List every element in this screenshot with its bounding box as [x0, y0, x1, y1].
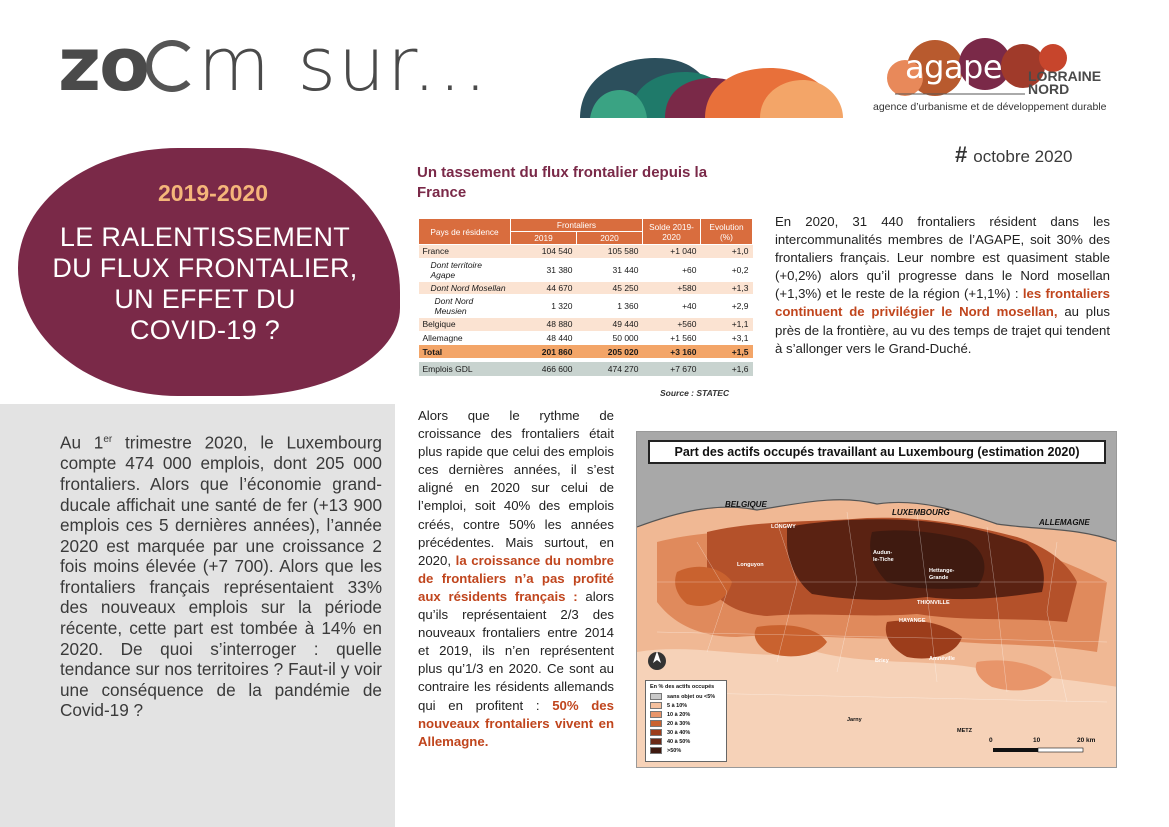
cell-label: Belgique [419, 318, 511, 332]
country-label-luxembourg: LUXEMBOURG [892, 508, 950, 517]
cell-2019: 1 320 [511, 295, 577, 318]
town-jarny: Jarny [847, 717, 862, 723]
title-line3: UN EFFET DU [114, 284, 296, 314]
intro-sup: er [103, 434, 113, 445]
middle-text-a: Alors que le rythme de croissance des frontaliers était plus rapide que celui des emplois ces dernières années, il s’est aligné en 2020 sur celui de l’emploi, soit 40% des emplois créés, contre 50% les années précédentes. Mais surtout, en 2020, [418, 408, 614, 568]
legend-swatch [650, 747, 662, 754]
cell-evo: +0,2 [701, 258, 753, 281]
middle-highlight-1: la croissance du nombre de frontaliers n’a pas profité aux résidents français : [418, 552, 614, 604]
cell-2020: 49 440 [577, 318, 643, 332]
cell-2019: 48 440 [511, 331, 577, 345]
town-metz: METZ [957, 728, 972, 734]
north-arrow-icon [647, 647, 667, 671]
th-evolution: Evolution (%) [701, 219, 753, 245]
decorative-blobs-icon [575, 50, 847, 118]
title-line1: LE RALENTISSEMENT [59, 222, 351, 252]
cell-label: France [419, 245, 511, 259]
intro-paragraph [60, 430, 382, 721]
cell-solde: +40 [643, 295, 701, 318]
legend-item [650, 728, 722, 737]
cell-2020: 205 020 [577, 345, 643, 359]
town-hayange: HAYANGE [899, 618, 926, 624]
logo-zo: zo [58, 22, 148, 108]
legend-swatch [650, 738, 662, 745]
right-highlight: les frontaliers continuent de privilégier le Nord mosellan, [775, 286, 1110, 320]
table-row [419, 281, 753, 295]
zoom-sur-logo [58, 22, 490, 108]
table-row-gdl [419, 362, 753, 376]
legend-label: 20 à 30% [667, 720, 691, 727]
cell-2020: 105 580 [577, 245, 643, 259]
title-line2: DU FLUX FRONTALIER, [52, 253, 358, 283]
cell-solde: +1 040 [643, 245, 701, 259]
issue-date-text: octobre 2020 [973, 147, 1073, 166]
town-thionville: THIONVILLE [917, 600, 950, 606]
agape-region-line1: LORRAINE [1028, 68, 1102, 84]
town-longwy: LONGWY [771, 524, 796, 530]
th-solde: Solde 2019-2020 [643, 219, 701, 245]
cell-evo: +1,0 [701, 245, 753, 259]
cell-2019: 31 380 [511, 258, 577, 281]
legend-swatch [650, 720, 662, 727]
cell-2020: 50 000 [577, 331, 643, 345]
legend-title: En % des actifs occupés [650, 684, 715, 690]
middle-paragraph [418, 407, 614, 751]
table-row [419, 331, 753, 345]
cell-evo: +2,9 [701, 295, 753, 318]
legend-label: sans objet ou <5% [667, 693, 716, 700]
cell-label: Dont Nord Meusien [419, 295, 511, 318]
cell-solde: +60 [643, 258, 701, 281]
agape-wordmark: agape [905, 48, 1003, 86]
cell-solde: +3 160 [643, 345, 701, 359]
town-amneville: Amnéville [929, 656, 955, 662]
legend-item [650, 701, 722, 710]
scale-0: 0 [989, 737, 993, 744]
cell-2019: 104 540 [511, 245, 577, 259]
logo-after-ring: m sur... [197, 22, 490, 108]
legend-swatch [650, 711, 662, 718]
town-longuyon: Longuyon [737, 562, 764, 568]
hash-icon: # [955, 142, 968, 167]
cell-2019: 44 670 [511, 281, 577, 295]
table-body [419, 245, 753, 377]
cell-label: Emplois GDL [419, 362, 511, 376]
cell-2020: 1 360 [577, 295, 643, 318]
legend-label: 5 à 10% [667, 702, 688, 709]
legend-swatch [650, 729, 662, 736]
logo-ring-icon [146, 40, 198, 92]
cell-solde: +1 560 [643, 331, 701, 345]
table-row [419, 245, 753, 259]
right-paragraph [775, 213, 1110, 358]
cell-evo: +3,1 [701, 331, 753, 345]
intro-text-b: trimestre 2020, le Luxembourg compte 474 000 emplois, dont 205 000 frontaliers. Alors que l’économie grand-ducale affichait une santé de fer (+13 900 emplois ces 5 dernières années), l’année 2020 est marquée par une croissance 2 fois moins élevée (+7 700). Alors que les frontaliers français représentaient 33% des nouveaux emplois sur la période récente, cette part est tombée à 14% en 2020. De quoi s’interroger : quelle tendance sur nos territoires ? Faut-il y voir une conséquence de la pandémie de Covid-19 ? [60, 432, 382, 721]
legend-swatch [650, 702, 662, 709]
legend-swatch [650, 693, 662, 700]
cell-evo: +1,1 [701, 318, 753, 332]
cell-evo: +1,5 [701, 345, 753, 359]
cell-label: Total [419, 345, 511, 359]
cell-solde: +560 [643, 318, 701, 332]
table-row [419, 258, 753, 281]
legend-item [650, 710, 722, 719]
scale-20: 20 km [1077, 737, 1096, 744]
country-label-belgique: BELGIQUE [725, 500, 767, 509]
intro-text-a: Au 1 [60, 432, 104, 453]
map-figure [636, 431, 1117, 768]
cell-2020: 45 250 [577, 281, 643, 295]
issue-date [955, 142, 1073, 168]
th-frontaliers: Frontaliers [511, 219, 643, 232]
th-2020: 2020 [577, 232, 643, 245]
right-text-a: En 2020, 31 440 frontaliers résident dans les intercommunalités membres de l’AGAPE, soit 30% des frontaliers français. Leur nombre est quasiment stable (+0,2%) alors qu’il progresse dans le Nord mosellan (+1,3%) et le reste de la région (+1,1%) : [775, 214, 1110, 302]
table-row [419, 295, 753, 318]
frontaliers-table [418, 218, 753, 377]
country-label-allemagne: ALLEMAGNE [1039, 518, 1090, 527]
legend-label: 30 à 40% [667, 729, 691, 736]
cell-label: Allemagne [419, 331, 511, 345]
legend-label: >50% [667, 747, 682, 754]
cell-label: Dont Nord Mosellan [419, 281, 511, 295]
right-text-b: au plus près de la frontière, au vu des temps de trajet qui tendent à s’allonger vers le Grand-Duché. [775, 304, 1110, 356]
legend-label: 40 à 50% [667, 738, 691, 745]
legend-item [650, 692, 722, 701]
cell-label: Dont territoire Agape [419, 258, 511, 281]
map-title: Part des actifs occupés travaillant au Luxembourg (estimation 2020) [648, 440, 1106, 464]
middle-highlight-2: 50% des nouveaux frontaliers vivent en Allemagne. [418, 697, 614, 749]
table-row [419, 318, 753, 332]
title-year: 2019-2020 [158, 180, 268, 206]
town-briey: Briey [875, 658, 889, 664]
town-audun: Audun-le-Tiche [873, 550, 894, 563]
cell-evo: +1,3 [701, 281, 753, 295]
table-title: Un tassement du flux frontalier depuis la France [417, 164, 708, 201]
legend-label: 10 à 20% [667, 711, 691, 718]
map-legend [645, 680, 727, 762]
cell-evo: +1,6 [701, 362, 753, 376]
cell-solde: +580 [643, 281, 701, 295]
legend-item [650, 719, 722, 728]
legend-item [650, 737, 722, 746]
cell-solde: +7 670 [643, 362, 701, 376]
middle-text-b: alors qu’ils représentaient 2/3 des nouveaux frontaliers entre 2014 et 2019, ils n’en représentent plus qu’1/3 en 2020. Ce sont au contraire les résidents allemands qui en profitent : [418, 588, 614, 713]
th-country: Pays de résidence [419, 219, 511, 245]
cell-2019: 466 600 [511, 362, 577, 376]
cell-2020: 474 270 [577, 362, 643, 376]
agape-region-line2: NORD [1028, 81, 1070, 97]
table-row-total [419, 345, 753, 359]
th-2019: 2019 [511, 232, 577, 245]
cell-2019: 201 860 [511, 345, 577, 359]
page-title [30, 222, 380, 346]
legend-item [650, 746, 722, 755]
cell-2019: 48 880 [511, 318, 577, 332]
town-hettange: Hettange-Grande [929, 568, 955, 581]
scale-10: 10 [1033, 737, 1041, 744]
agape-region [1028, 70, 1101, 96]
title-line4: COVID-19 ? [129, 315, 281, 345]
agape-tagline: agence d’urbanisme et de développement durable [873, 101, 1107, 113]
cell-2020: 31 440 [577, 258, 643, 281]
table-source: Source : STATEC [660, 388, 730, 398]
